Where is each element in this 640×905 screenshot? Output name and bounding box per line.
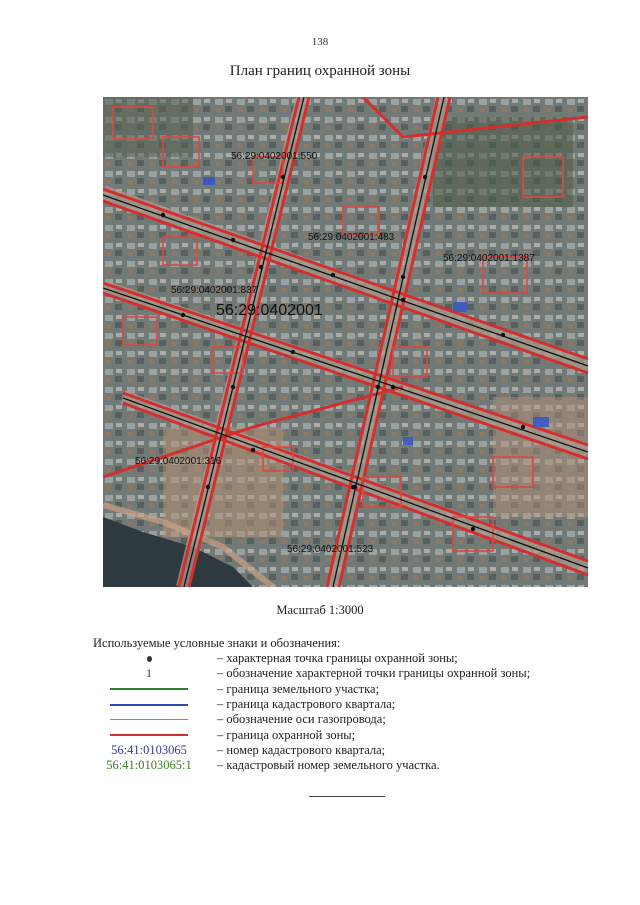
legend-row-point — [93, 651, 613, 666]
legend-text: – кадастровый номер земельного участка. — [217, 758, 440, 773]
legend-text: – характерная точка границы охранной зоны; — [217, 651, 458, 666]
legend-text: – номер кадастрового квартала; — [217, 742, 386, 757]
point-symbol-icon — [147, 656, 152, 662]
page-number: 138 — [311, 36, 329, 48]
quarter-number-symbol: 56:41:0103065 — [111, 742, 187, 757]
legend-row-gas-axis — [93, 712, 613, 727]
legend-row-quarter-boundary — [93, 697, 613, 712]
legend-text: – граница охранной зоны; — [217, 727, 356, 742]
blue-line-icon — [110, 704, 188, 706]
parcel-label: 56:29:0402001:523 — [287, 544, 374, 555]
parcel-label: 56:29:0402001:550 — [231, 151, 318, 162]
legend-text: – граница кадастрового квартала; — [217, 697, 396, 712]
legend-row-protection-zone — [93, 727, 613, 742]
red-line-icon — [110, 734, 188, 736]
legend-row-parcel-boundary — [93, 682, 613, 697]
legend-row-point-number — [93, 666, 613, 681]
parcel-label: 56:29:0402001:837 — [171, 285, 258, 296]
parcel-label: 56:29:0402001:483 — [308, 232, 395, 243]
end-divider — [309, 796, 385, 797]
green-line-icon — [110, 688, 188, 690]
parcel-label: 56:29:0402001:316 — [135, 456, 222, 467]
map-scale: Масштаб 1:3000 — [276, 603, 364, 617]
parcel-label: 56:29:0402001:1387 — [443, 253, 535, 264]
legend — [93, 651, 613, 773]
legend-text: – обозначение оси газопровода; — [217, 712, 386, 727]
legend-row-quarter-number — [93, 743, 613, 758]
legend-text: – обозначение характерной точки границы охранной зоны; — [217, 666, 531, 681]
legend-text: – граница земельного участка; — [217, 681, 380, 696]
vegetation-patch — [103, 97, 193, 157]
block-label: 56:29:0402001 — [216, 302, 323, 319]
gray-line-icon — [110, 719, 188, 720]
map-image[interactable] — [103, 97, 588, 587]
page-title: План границ охранной зоны — [229, 63, 411, 79]
parcel-number-symbol: 56:41:0103065:1 — [106, 758, 192, 773]
legend-row-parcel-number — [93, 758, 613, 773]
legend-title: Используемые условные знаки и обозначения: — [93, 636, 341, 650]
point-number-symbol: 1 — [146, 666, 152, 681]
